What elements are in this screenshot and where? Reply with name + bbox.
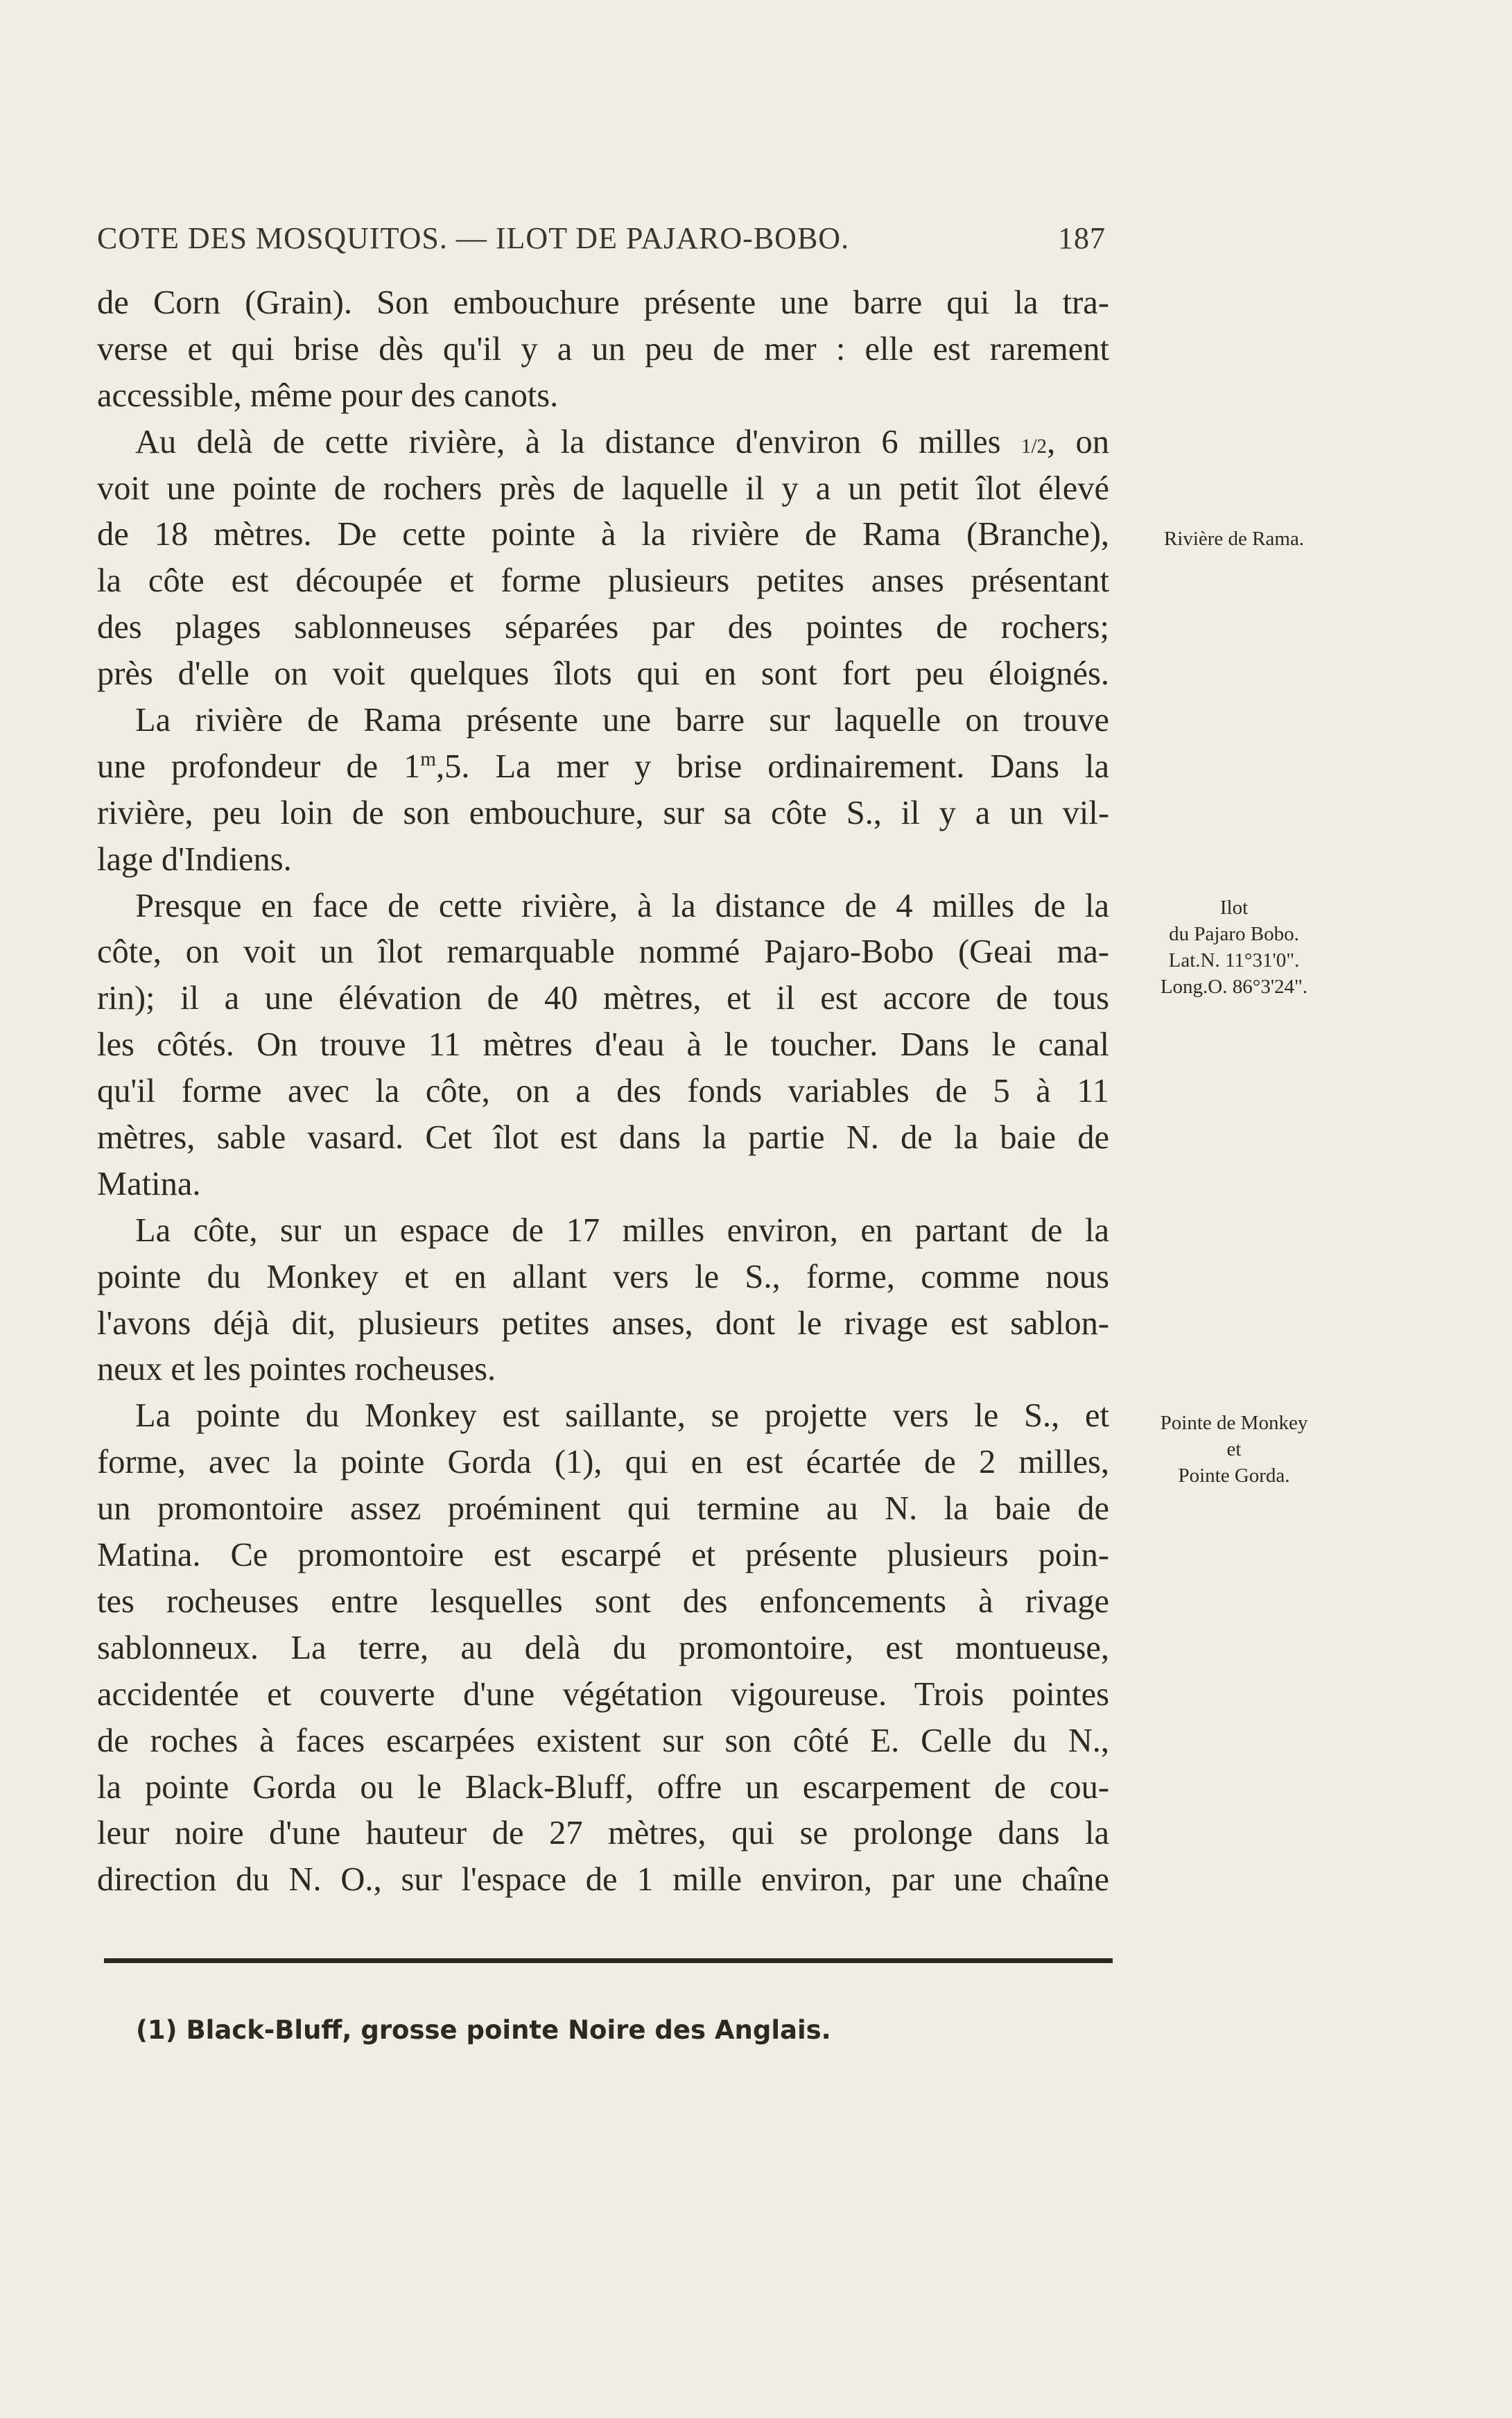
text-line: côte, on voit un îlot remarquable nommé Pajaro-Bobo (Geai ma- xyxy=(97,933,1109,971)
sidenote-line: Lat.N. 11°31'0". xyxy=(1168,949,1300,971)
sidenote-line: Ilot xyxy=(1219,897,1249,919)
sidenote-pajaro-bobo xyxy=(1123,895,1345,1000)
text-line: la côte est découpée et forme plusieurs petites anses présentant xyxy=(97,562,1109,600)
text-line: direction du N. O., sur l'espace de 1 mille environ, par une chaîne xyxy=(97,1861,1109,1899)
sidenote-line: et xyxy=(1226,1438,1242,1460)
text-line: verse et qui brise dès qu'il y a un peu de mer : elle est rarement xyxy=(97,330,1109,368)
sidenote-rama xyxy=(1123,526,1345,552)
footnote: (1) Black-Bluff, grosse pointe Noire des Anglais. xyxy=(136,2015,831,2045)
text-segment: ,5. La mer y brise ordinairement. Dans la xyxy=(436,748,1109,785)
text-line: accessible, même pour des canots. xyxy=(97,377,559,414)
superscript: m xyxy=(420,748,436,770)
text-line: de roches à faces escarpées existent sur son côté E. Celle du N., xyxy=(97,1722,1109,1759)
text-line: forme, avec la pointe Gorda (1), qui en est écartée de 2 milles, xyxy=(97,1444,1109,1481)
text-line: La rivière de Rama présente une barre sur laquelle on trouve xyxy=(135,702,1109,739)
text-line: Presque en face de cette rivière, à la distance de 4 milles de la xyxy=(135,887,1109,924)
text-line: pointe du Monkey et en allant vers le S., forme, comme nous xyxy=(97,1258,1109,1295)
running-header xyxy=(97,221,1106,256)
text-line: près d'elle on voit quelques îlots qui en sont fort peu éloignés. xyxy=(97,655,1109,693)
text-line: les côtés. On trouve 11 mètres d'eau à le toucher. Dans le canal xyxy=(97,1026,1109,1064)
page-number: 187 xyxy=(1058,221,1106,255)
text-line: la pointe Gorda ou le Black-Bluff, offre un escarpement de cou- xyxy=(97,1768,1109,1806)
text-line: rivière, peu loin de son embouchure, sur sa côte S., il y a un vil- xyxy=(97,794,1109,831)
sidenote-monkey xyxy=(1123,1410,1345,1489)
text-line: leur noire d'une hauteur de 27 mètres, qui se prolonge dans la xyxy=(97,1815,1109,1852)
sidenote-line: Rivière de Rama. xyxy=(1163,528,1305,550)
text-line: de Corn (Grain). Son embouchure présente une barre qui la tra- xyxy=(97,284,1109,321)
sidenote-line: Pointe Gorda. xyxy=(1178,1465,1290,1487)
text-line: lage d'Indiens. xyxy=(97,840,292,878)
text-line: sablonneux. La terre, au delà du promontoire, est montueuse, xyxy=(97,1629,1109,1666)
text-line: accidentée et couverte d'une végétation vigoureuse. Trois pointes xyxy=(97,1675,1109,1713)
text-line: Matina. xyxy=(97,1165,201,1202)
body-text xyxy=(97,280,1109,1903)
text-segment: une profondeur de 1 xyxy=(97,748,421,785)
text-line: tes rocheuses entre lesquelles sont des enfoncements à rivage xyxy=(97,1582,1109,1620)
text-line: mètres, sable vasard. Cet îlot est dans la partie N. de la baie de xyxy=(97,1119,1109,1157)
text-segment: Au delà de cette rivière, à la distance d'environ 6 milles xyxy=(135,423,1001,460)
running-title: COTE DES MOSQUITOS. — ILOT DE PAJARO-BOBO. xyxy=(97,221,850,255)
text-line: des plages sablonneuses séparées par des pointes de rochers; xyxy=(97,609,1109,646)
text-line: La pointe du Monkey est saillante, se projette vers le S., et xyxy=(135,1397,1109,1435)
text-line: qu'il forme avec la côte, on a des fonds variables de 5 à 11 xyxy=(97,1073,1109,1110)
text-line: l'avons déjà dit, plusieurs petites anses, dont le rivage est sablon- xyxy=(97,1304,1109,1342)
text-line: La côte, sur un espace de 17 milles environ, en partant de la xyxy=(135,1211,1109,1249)
fraction: 1/2 xyxy=(1020,435,1048,458)
text-line: de 18 mètres. De cette pointe à la rivière de Rama (Branche), xyxy=(97,516,1109,553)
text-line: Matina. Ce promontoire est escarpé et présente plusieurs poin- xyxy=(97,1537,1109,1574)
text-line xyxy=(97,744,1109,791)
text-segment: , on xyxy=(1047,423,1110,460)
sidenote-line: Long.O. 86°3'24". xyxy=(1160,976,1308,998)
footnote-rule xyxy=(104,1958,1113,1963)
text-line xyxy=(97,420,1109,466)
text-line: voit une pointe de rochers près de laquelle il y a un petit îlot élevé xyxy=(97,469,1109,507)
text-line: un promontoire assez proéminent qui termine au N. la baie de xyxy=(97,1490,1109,1528)
text-line: neux et les pointes rocheuses. xyxy=(97,1351,496,1388)
sidenote-line: Pointe de Monkey xyxy=(1160,1412,1308,1434)
sidenote-line: du Pajaro Bobo. xyxy=(1169,923,1299,945)
text-line: rin); il a une élévation de 40 mètres, et il est accore de tous xyxy=(97,980,1109,1017)
